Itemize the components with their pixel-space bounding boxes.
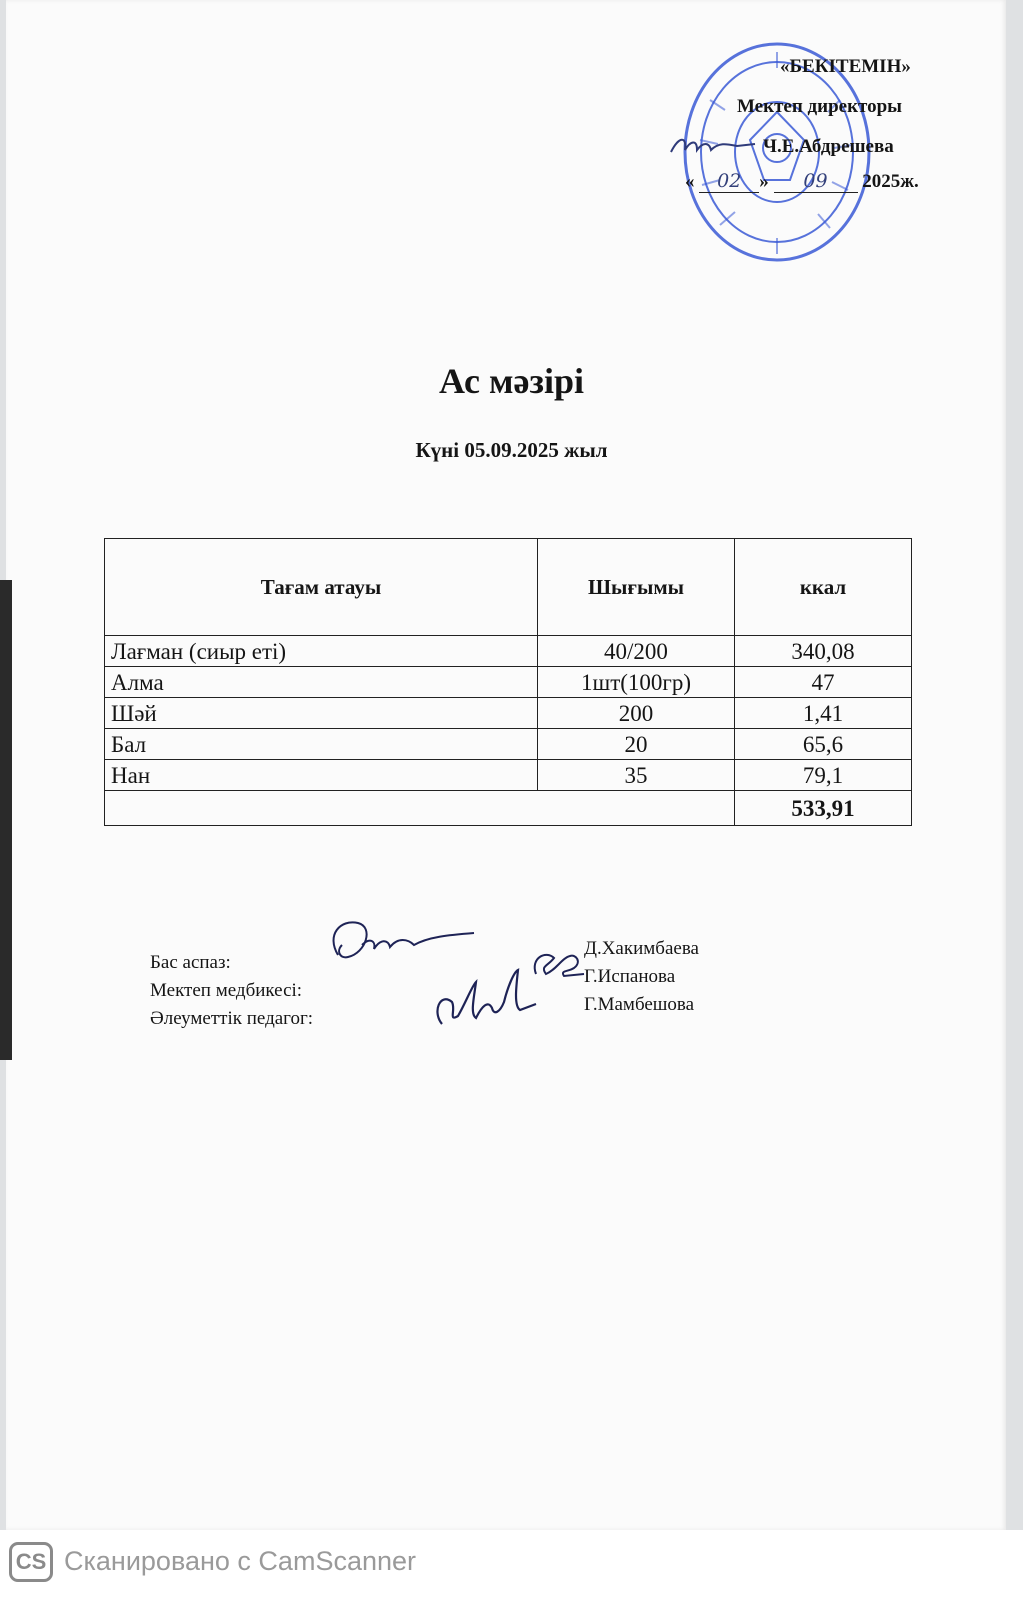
director-signature bbox=[667, 134, 759, 160]
header-kcal: ккал bbox=[735, 539, 912, 636]
approval-date-day: 02 bbox=[699, 170, 759, 193]
dish-kcal: 340,08 bbox=[735, 636, 912, 667]
table-row bbox=[105, 698, 912, 729]
dish-yield: 20 bbox=[538, 729, 735, 760]
role-social-pedagogue: Әлеуметтік педагог: bbox=[150, 1008, 314, 1029]
approval-heading: «БЕКІТЕМІН» bbox=[780, 56, 911, 77]
approval-date: « 02 » 09 2025ж. bbox=[685, 170, 919, 192]
page-title: Ас мәзірі bbox=[438, 361, 585, 401]
menu-table bbox=[104, 538, 912, 826]
page-shadow-edge bbox=[0, 580, 12, 1060]
name-head-cook: Д.Хакимбаева bbox=[584, 938, 699, 959]
dish-name: Бал bbox=[105, 729, 538, 760]
dish-kcal: 1,41 bbox=[735, 698, 912, 729]
dish-yield: 1шт(100гр) bbox=[538, 667, 735, 698]
header-yield: Шығымы bbox=[538, 539, 735, 636]
approval-block bbox=[0, 0, 1023, 280]
role-school-nurse: Мектеп медбикесі: bbox=[150, 980, 303, 1001]
total-row bbox=[105, 791, 912, 826]
dish-yield: 35 bbox=[538, 760, 735, 791]
pedagogue-signature bbox=[430, 962, 540, 1032]
menu-date: Күні 05.09.2025 жыл bbox=[415, 438, 608, 462]
header-dish-name: Тағам атауы bbox=[105, 539, 538, 636]
total-kcal: 533,91 bbox=[735, 791, 912, 826]
dish-name: Алма bbox=[105, 667, 538, 698]
dish-kcal: 47 bbox=[735, 667, 912, 698]
name-school-nurse: Г.Испанова bbox=[584, 966, 676, 987]
dish-yield: 40/200 bbox=[538, 636, 735, 667]
total-label-empty bbox=[105, 791, 735, 826]
dish-kcal: 65,6 bbox=[735, 729, 912, 760]
dish-name: Лағман (сиыр еті) bbox=[105, 636, 538, 667]
approval-name: Ч.Е.Абдрешева bbox=[763, 136, 894, 158]
camscanner-logo-icon: CS bbox=[9, 1542, 53, 1582]
table-row bbox=[105, 760, 912, 791]
approval-date-month: 09 bbox=[774, 170, 858, 193]
role-head-cook: Бас аспаз: bbox=[150, 952, 231, 973]
name-social-pedagogue: Г.Мамбешова bbox=[584, 994, 695, 1015]
signature-block bbox=[150, 938, 850, 1040]
dish-name: Шәй bbox=[105, 698, 538, 729]
dish-name: Нан bbox=[105, 760, 538, 791]
approval-position: Мектеп директоры bbox=[737, 96, 903, 117]
dish-kcal: 79,1 bbox=[735, 760, 912, 791]
scanner-watermark bbox=[0, 1530, 1023, 1600]
watermark-text: Сканировано с CamScanner bbox=[64, 1546, 417, 1576]
table-row bbox=[105, 636, 912, 667]
table-row bbox=[105, 667, 912, 698]
dish-yield: 200 bbox=[538, 698, 735, 729]
table-header-row bbox=[105, 539, 912, 636]
table-row bbox=[105, 729, 912, 760]
